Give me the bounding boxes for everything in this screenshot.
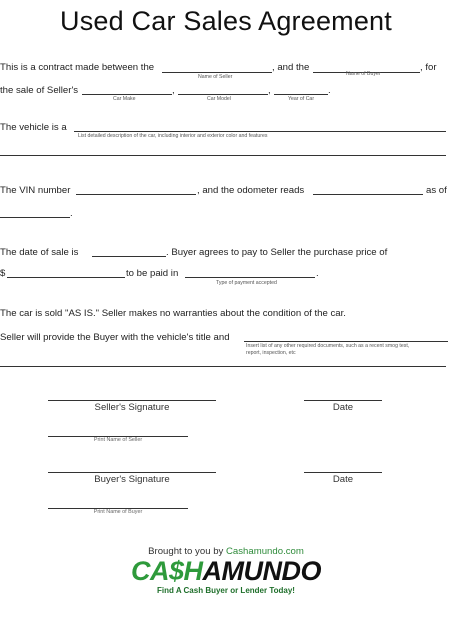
- odometer-line[interactable]: [313, 194, 423, 195]
- car-make-caption: Car Make: [113, 96, 136, 102]
- logo-cash: CA$H: [130, 556, 203, 586]
- car-year-line[interactable]: [274, 94, 328, 95]
- para4-dollar: $: [0, 268, 6, 279]
- odometer-date-line[interactable]: [0, 217, 70, 218]
- documents-caption-1: Insert list of any other required documents, such as a recent smog test,: [246, 343, 410, 349]
- para1-and-the: , and the: [272, 62, 310, 73]
- car-model-line[interactable]: [178, 94, 268, 95]
- sale-date-line[interactable]: [92, 256, 166, 257]
- para1-period: .: [328, 85, 331, 96]
- logo-tagline: Find A Cash Buyer or Lender Today!: [157, 586, 295, 595]
- seller-signature-line[interactable]: [48, 400, 216, 401]
- documents-caption-2: report, inspection, etc: [246, 350, 296, 356]
- as-is-statement: The car is sold "AS IS." Seller makes no warranties about the condition of the car.: [0, 308, 346, 319]
- documents-line[interactable]: [244, 341, 448, 342]
- para1-comma2: ,: [268, 85, 271, 96]
- buyer-print-name-caption: Print Name of Buyer: [93, 509, 143, 515]
- payment-type-line[interactable]: [185, 277, 315, 278]
- para4-mid: . Buyer agrees to pay to Seller the purchase price of: [166, 247, 388, 258]
- para3-period: .: [70, 208, 73, 219]
- document-title: Used Car Sales Agreement: [60, 6, 392, 36]
- para3-mid: , and the odometer reads: [197, 185, 305, 196]
- seller-name-line[interactable]: [162, 72, 272, 73]
- para3-lead: The VIN number: [0, 185, 71, 196]
- buyer-signature-line[interactable]: [48, 472, 216, 473]
- buyer-date-label: Date: [332, 474, 354, 485]
- seller-name-caption: Name of Seller: [198, 74, 233, 80]
- seller-signature-label: Seller's Signature: [94, 402, 170, 413]
- payment-type-caption: Type of payment accepted: [216, 280, 277, 286]
- seller-date-line[interactable]: [304, 400, 382, 401]
- vehicle-description-line[interactable]: [74, 131, 446, 132]
- car-year-caption: Year of Car: [288, 96, 315, 102]
- logo-amundo: AMUNDO: [202, 556, 321, 586]
- seller-date-label: Date: [332, 402, 354, 413]
- para4-to-be-paid: to be paid in: [126, 268, 179, 279]
- car-model-caption: Car Model: [207, 96, 231, 102]
- seller-print-name-caption: Print Name of Seller: [93, 437, 143, 443]
- para2-lead: The vehicle is a: [0, 122, 67, 133]
- purchase-price-line[interactable]: [7, 277, 125, 278]
- para1-comma1: ,: [172, 85, 175, 96]
- buyer-name-caption: Name of Buyer: [346, 71, 381, 77]
- buyer-signature-label: Buyer's Signature: [94, 474, 170, 485]
- car-make-line[interactable]: [82, 94, 172, 95]
- buyer-date-line[interactable]: [304, 472, 382, 473]
- documents-line-2[interactable]: [0, 366, 446, 367]
- para1-line2-lead: the sale of Seller's: [0, 85, 79, 96]
- vehicle-description-line-2[interactable]: [0, 155, 446, 156]
- para4-lead: The date of sale is: [0, 247, 79, 258]
- para1-lead: This is a contract made between the: [0, 62, 155, 73]
- cashamundo-logo[interactable]: [0, 556, 452, 587]
- cashamundo-link[interactable]: Cashamundo.com: [226, 546, 304, 557]
- vehicle-description-caption: List detailed description of the car, including interior and exterior color and features: [78, 133, 268, 139]
- para4-period: .: [316, 268, 319, 279]
- para6-lead: Seller will provide the Buyer with the vehicle's title and: [0, 332, 230, 343]
- vin-line[interactable]: [76, 194, 196, 195]
- brought-by-text: Brought to you by: [148, 546, 224, 557]
- para3-as-of: as of: [426, 185, 447, 196]
- para1-for: , for: [420, 62, 437, 73]
